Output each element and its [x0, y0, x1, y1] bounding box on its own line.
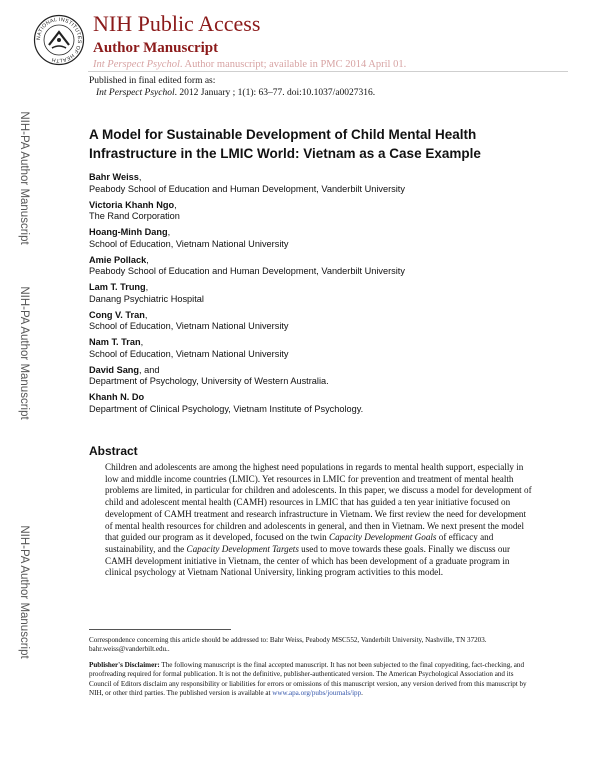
author-suffix: ,: [146, 254, 149, 265]
abstract-text-3: used to move towards these goals. Finally we discuss our CAMH development initiative in Vietnam, the center of which has been development of a graduate program in clinical psychology at Vietnam National University, linking program activities to this model.: [105, 543, 511, 578]
author-entry: [89, 200, 559, 223]
footnote-divider: [89, 629, 231, 630]
nih-public-access-title: NIH Public Access: [93, 11, 261, 36]
side-watermark-1: NIH-PA Author Manuscript: [18, 111, 30, 245]
author-affiliation: School of Education, Vietnam National University: [89, 348, 289, 359]
author-name: Nam T. Tran: [89, 337, 141, 347]
disclaimer-end: .: [361, 689, 363, 698]
disclaimer-text: The following manuscript is the final accepted manuscript. It has not been subjected to the final copyediting, fact-checking, and proofreading required for formal publication. It is not the definitive, publisher-authenticated version. The American Psychological Association and its Council of Editors disclaim any responsibility or liabilities for errors or omissions of this manuscript version, any version derived from this manuscript by NIH, or other third parties. The published version is available at: [89, 661, 527, 698]
cite-journal: Int Perspect Psychol: [93, 59, 180, 70]
author-entry: [89, 392, 559, 415]
author-name: Khanh N. Do: [89, 392, 145, 402]
author-entry: [89, 172, 559, 195]
author-affiliation: School of Education, Vietnam National University: [89, 321, 289, 331]
apa-journal-link[interactable]: www.apa.org/pubs/journals/ipp: [272, 689, 362, 698]
author-affiliation: Danang Psychiatric Hospital: [89, 293, 204, 304]
author-name: Hoang-Minh Dang: [89, 227, 168, 237]
author-affiliation: Department of Clinical Psychology, Vietnam Institute of Psychology.: [89, 403, 364, 414]
publisher-disclaimer: [89, 661, 534, 699]
author-suffix: ,: [145, 282, 149, 292]
article-title: A Model for Sustainable Development of Child Mental Health Infrastructure in the LMIC World: Vietnam as a Case Example: [89, 127, 481, 161]
author-name: Victoria Khanh Ngo: [89, 199, 175, 210]
abstract-emphasis-1: Capacity Development Goals: [329, 532, 437, 543]
author-name: Lam T. Trung: [89, 282, 146, 292]
author-entry: [89, 282, 559, 305]
author-list: [89, 172, 559, 420]
abstract-text-1: Children and adolescents are among the highest need populations in regards to mental health support, especially in low and middle income countries (LMIC). Yet resources in LMIC for prevention and treatment of mental health problems are limited, in particular for children and adolescents. In this paper, we discuss a model for development of child and adolescent mental health (CAMH) resources in LMIC that has guided a ten year initiative focused on development of CAMH treatment and research infrastructure in Vietnam. We first review the need for development of mental health resources for children and adolescents in general, and then in Vietnam. We next present the model that guided our program as it developed, focused on the twin: [105, 462, 532, 543]
author-suffix: ,: [174, 199, 177, 210]
side-watermark-2: NIH-PA Author Manuscript: [18, 286, 30, 420]
disclaimer-label: Publisher's Disclaimer:: [89, 661, 160, 669]
author-entry: [89, 337, 559, 360]
published-journal: Int Perspect Psychol: [96, 88, 175, 98]
author-affiliation: The Rand Corporation: [89, 211, 180, 221]
svg-text:NATIONAL INSTITUTES OF HEALTH: NATIONAL INSTITUTES OF HEALTH: [35, 16, 83, 64]
author-affiliation: School of Education, Vietnam National University: [89, 238, 289, 249]
author-suffix: , and: [139, 364, 160, 375]
header-divider: [88, 71, 568, 72]
author-name: Cong V. Tran: [89, 309, 145, 320]
availability-citation: [93, 58, 406, 71]
author-affiliation: Peabody School of Education and Human Development, Vanderbilt University: [89, 266, 405, 276]
correspondence-note: Correspondence concerning this article should be addressed to: Bahr Weiss, Peabody MSC552, Vanderbilt University, Nashville, TN 37203. bahr.weiss@vanderbilt.edu..: [89, 636, 487, 654]
abstract-emphasis-2: Capacity Development Targets: [186, 543, 299, 554]
abstract-text-2: of efficacy and sustainability, and the: [105, 532, 494, 554]
author-suffix: ,: [167, 227, 171, 237]
author-suffix: ,: [144, 309, 148, 320]
cite-rest: . Author manuscript; available in PMC 2014 April 01.: [179, 59, 407, 70]
published-rest: . 2012 January ; 1(1): 63–77. doi:10.1037/a0027316.: [174, 88, 376, 98]
nih-seal-logo: [33, 14, 85, 66]
author-entry: [89, 365, 559, 388]
author-manuscript-label: Author Manuscript: [93, 40, 219, 56]
side-watermark-3: NIH-PA Author Manuscript: [18, 525, 30, 659]
author-name: Amie Pollack: [89, 254, 147, 265]
author-affiliation: Department of Psychology, University of Western Australia.: [89, 376, 329, 386]
abstract-body: [105, 462, 535, 579]
author-name: Bahr Weiss: [89, 172, 139, 182]
abstract-heading: Abstract: [89, 444, 138, 458]
published-citation: [96, 87, 375, 99]
author-suffix: ,: [140, 337, 144, 347]
author-suffix: ,: [138, 172, 142, 182]
author-entry: [89, 310, 559, 333]
author-affiliation: Peabody School of Education and Human Development, Vanderbilt University: [89, 183, 405, 194]
author-entry: [89, 227, 559, 250]
author-entry: [89, 255, 559, 278]
author-name: David Sang: [89, 364, 140, 375]
published-label: Published in final edited form as:: [89, 76, 216, 86]
